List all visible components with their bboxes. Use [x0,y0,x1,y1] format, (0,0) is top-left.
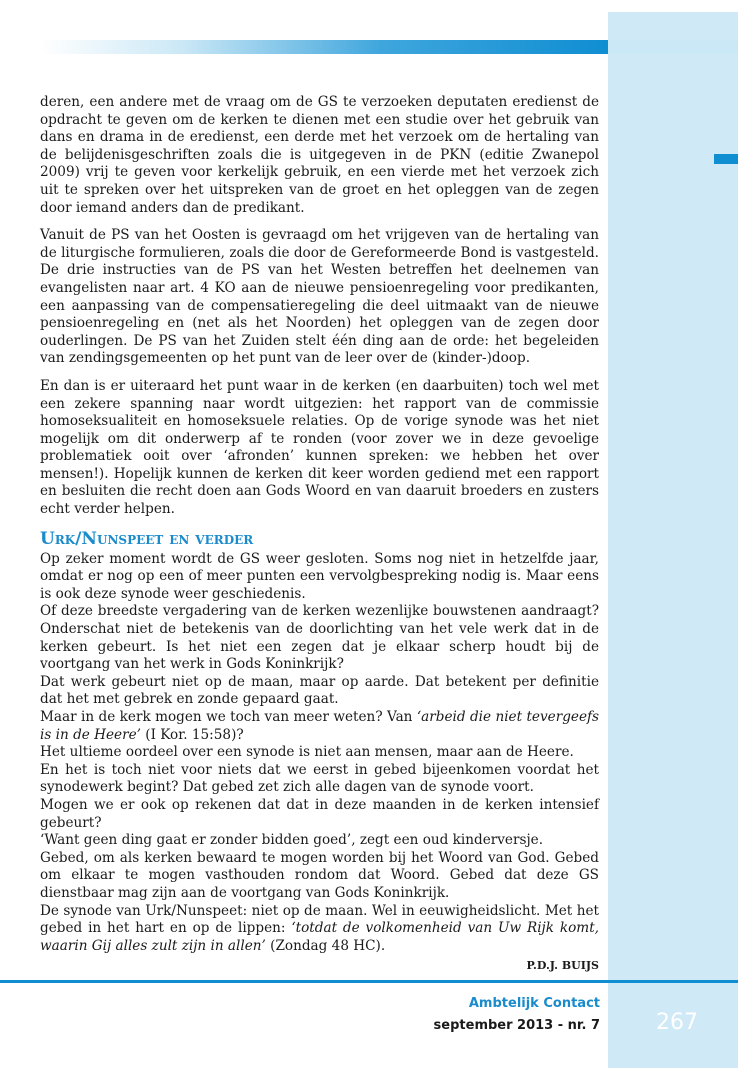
article-body [40,94,599,975]
text-segment: (I Kor. 15:58)? [140,726,244,743]
section-heading: Urk/Nunspeet en verder [40,528,254,549]
paragraph: deren, een andere met de vraag om de GS te verzoeken deputaten eredienst de opdracht te geven om de kerken te dienen met een studie over het gebruik van dans en drama in de eredienst, een derde met het verzoek om de hertaling van de belijdenisgeschriften zoals die is uitgegeven in de PKN (editie Zwanepol 2009) vrij te geven voor kerkelijk gebruik, en een vierde met het verzoek zich uit te spreken over het uitspreken van de groet en het opleggen van de zegen door iemand anders dan de predikant. [40,94,599,216]
text-segment: (Zondag 48 HC). [265,937,386,954]
catechism-quote: ‘totdat de volkomenheid van Uw Rijk komt, waarin Gij alles zult zijn in allen’ [40,920,599,954]
paragraph: En dan is er uiteraard het punt waar in de kerken (en daarbuiten) toch wel met een zekere spanning naar wordt uitgezien: het rapport van de commissie homoseksualiteit en homoseksuele relaties. Op de vorige synode was het niet mogelijk om dit onderwerp af te ronden (voor zover we in deze gevoelige problematiek ooit over ‘afronden’ kunnen spreken: we hebben het over mensen!). Hopelijk kunnen de kerken dit keer worden gediend met een rapport en besluiten die recht doen aan Gods Woord en van daaruit broeders en zusters echt verder helpen. [40,377,599,518]
text-line [40,903,599,956]
paragraph: Vanuit de PS van het Oosten is gevraagd om het vrijgeven van de hertaling van de liturgische formulieren, zoals die door de Gereformeerde Bond is vastgesteld. De drie instructies van de PS van het Westen betreffen het deelnemen van evangelisten naar art. 4 KO aan de nieuwe pensioenregeling voor predikanten, een aanpassing van de compensatieregeling die deel uitmaakt van de nieuwe pensioenregeling en (net als het Noorden) het opleggen van de zegen door ouderlingen. De PS van het Zuiden stelt één ding aan de orde: het begeleiden van zendingsgemeenten op het punt van de leer over de (kinder-)doop. [40,227,599,367]
text-line: Dat werk gebeurt niet op de maan, maar op aarde. Dat betekent per definitie dat het met gebrek en zonde gepaard gaat. [40,673,599,708]
text-line: Mogen we er ook op rekenen dat dat in deze maanden in de kerken intensief gebeurt? [40,796,599,831]
header-gradient-bar [40,40,608,54]
header-bar-extension [608,40,738,54]
page-number: 267 [656,1010,698,1035]
text-line: ‘Want geen ding gaat er zonder bidden goed’, zegt een oud kinderversje. [40,832,544,849]
issue-label: september 2013 - nr. 7 [433,1018,600,1033]
magazine-title: Ambtelijk Contact [468,996,600,1011]
text-segment: Maar in de kerk mogen we toch van meer weten? Van [40,709,417,725]
text-line [40,709,599,744]
text-line: Het ultieme oordeel over een synode is niet aan mensen, maar aan de Heere. [40,744,574,761]
sidebar-marker [714,154,738,164]
text-line: Of deze breedste vergadering van de kerken wezenlijke bouwstenen aandraagt? Onderschat niet de betekenis van de doorlichting van het vele werk dat in de kerken gebeurt. Is het niet een zegen dat je elkaar scherp houdt bij de voortgang van het werk in Gods Koninkrijk? [40,603,599,673]
bible-quote: ‘arbeid die niet tevergeefs is in de Heere’ [40,709,599,743]
text-line: Gebed, om als kerken bewaard te mogen worden bij het Woord van God. Gebed om elkaar te mogen vasthouden rondom dat Woord. Gebed dat deze GS dienstbaar mag zijn aan de voortgang van Gods Koninkrijk. [40,849,599,901]
text-line: En het is toch niet voor niets dat we eerst in gebed bijeenkomen voordat het synodewerk begint? Dat gebed zet zich alle dagen van de synode voort. [40,761,599,796]
author-signature: P.D.J. BUIJS [526,959,599,973]
footer-divider [0,980,738,983]
text-line: Op zeker moment wordt de GS weer gesloten. Soms nog niet in hetzelfde jaar, omdat er nog op een of meer punten een vervolgbespreking nodig is. Maar eens is ook deze synode weer geschiedenis. [40,550,599,602]
sidebar-panel [608,12,738,1068]
text-segment: De synode van Urk/Nunspeet: niet op de maan. Wel in eeuwigheidslicht. Met het gebed in het hart en op de lippen: [40,902,599,937]
